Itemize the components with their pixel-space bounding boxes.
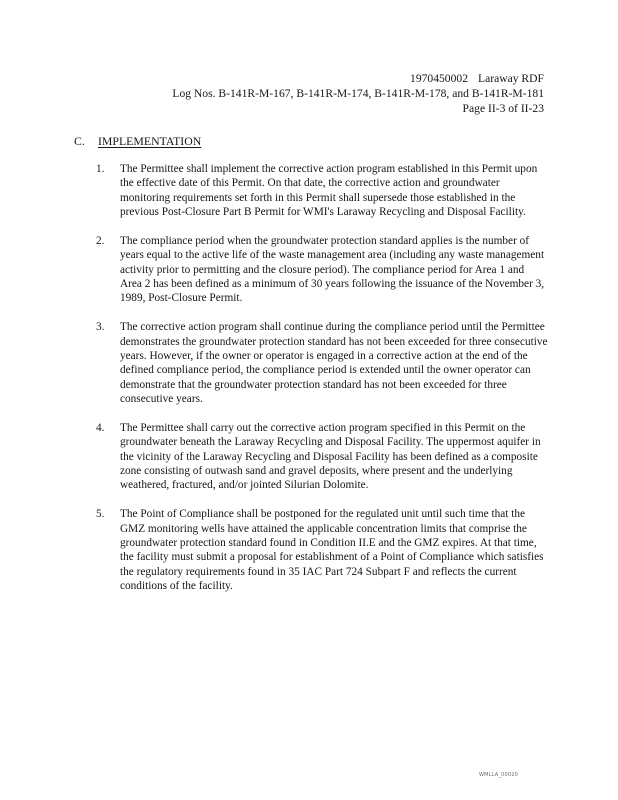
item-number: 1. [96, 163, 105, 175]
item-number: 4. [96, 421, 105, 434]
item-text: The corrective action program shall continue during the compliance period until the Permittee demonstrates the groundwater protection standard has not been exceeded for three consecutive years. However, if the owner or operator is engaged in a corrective action at the end of the defined compliance period, the compliance period is extended until the owner operator can demonstrate that the groundwater protection standard has not been exceeded for three consecutive years. [120, 321, 548, 405]
section-heading [74, 134, 201, 148]
section-title: IMPLEMENTATION [98, 134, 202, 148]
item-text: The Point of Compliance shall be postponed for the regulated unit until such time that the GMZ monitoring wells have attained the applicable concentration limits that comprise the groundwater protection standard found in Condition II.E and the GMZ expires. At that time, the facility must submit a proposal for establishment of a Point of Compliance which satisfies the regulatory requirements found in 35 IAC Part 724 Subpart F and reflects the current conditions of the facility. [120, 508, 544, 592]
log-numbers: Log Nos. B-141R-M-167, B-141R-M-174, B-141R-M-178, and B-141R-M-181 [172, 86, 544, 100]
list-item [96, 421, 548, 493]
list-item [96, 320, 548, 406]
list-item [96, 234, 548, 306]
facility-name: Laraway RDF [477, 72, 544, 85]
header-line-1 [172, 72, 544, 87]
item-text: The compliance period when the groundwater protection standard applies is the number of years equal to the active life of the waste management area (including any waste management activity prior to permitting and the closure period). The compliance period for Area 1 and Area 2 has been defined as a minimum of 30 years following the issuance of the November 3, 1989, Post-Closure Permit. [120, 234, 545, 305]
section-letter: C. [74, 134, 85, 148]
page-header [172, 72, 544, 116]
item-number: 5. [96, 508, 105, 521]
permit-number: 1970450002 [410, 72, 468, 85]
numbered-list [96, 162, 548, 608]
page-number: Page II-3 of II-23 [462, 101, 544, 115]
list-item [96, 162, 548, 219]
item-number: 2. [96, 234, 105, 247]
item-text: The Permittee shall carry out the corrective action program specified in this Permit on the groundwater beneath the Laraway Recycling and Disposal Facility. The uppermost aquifer in the vicinity of the Laraway Recycling and Disposal Facility has been defined as a composite zone consisting of outwash sand and gravel deposits, where present and the underlying weathered, fractured, and/or jointed Silurian Dolomite. [120, 421, 541, 492]
list-item [96, 507, 548, 593]
item-number: 3. [96, 321, 105, 334]
item-text: The Permittee shall implement the corrective action program established in this Permit upon the effective date of this Permit. On that date, the corrective action and groundwater monitoring requirements set forth in this Permit shall supersede those established in the previous Post-Closure Part B Permit for WMI's Laraway Recycling and Disposal Facility. [120, 163, 538, 219]
bates-stamp: WMLLA_00020 [479, 772, 518, 778]
